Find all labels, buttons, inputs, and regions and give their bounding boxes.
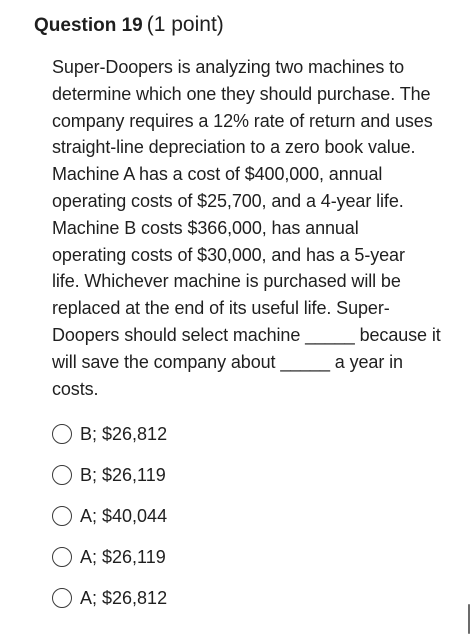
question-text	[52, 54, 452, 402]
radio-button[interactable]	[52, 424, 72, 444]
question-text-line: straight-line depreciation to a zero book value.	[52, 137, 416, 158]
question-points: (1 point)	[146, 13, 224, 36]
question-text-line: Machine A has a cost of $400,000, annual	[52, 164, 383, 185]
answer-option-label[interactable]: A; $40,044	[80, 506, 168, 526]
question-text-line: will save the company about _____ a year in	[52, 351, 403, 372]
answer-option-label[interactable]: A; $26,119	[80, 547, 166, 567]
question-number: Question 19	[34, 15, 143, 36]
radio-button[interactable]	[52, 547, 72, 567]
question-text-line: costs.	[52, 378, 99, 399]
answer-option-label[interactable]: B; $26,119	[80, 465, 166, 485]
radio-button[interactable]	[52, 506, 72, 526]
question-text-line: life. Whichever machine is purchased will be	[52, 271, 401, 292]
question-text-line: operating costs of $25,700, and a 4-year life.	[52, 190, 404, 211]
question-text-line: company requires a 12% rate of return and uses	[52, 110, 433, 131]
radio-button[interactable]	[52, 588, 72, 608]
answer-options	[52, 420, 432, 625]
question-text-line: determine which one they should purchase. The	[52, 83, 431, 104]
scrollbar-thumb[interactable]	[468, 604, 470, 634]
answer-option-1[interactable]	[52, 420, 432, 448]
question-text-line: Super-Doopers is analyzing two machines to	[52, 57, 404, 77]
question-text-line: operating costs of $30,000, and has a 5-year	[52, 244, 405, 265]
answer-option-4[interactable]	[52, 543, 432, 571]
question-header	[34, 12, 224, 39]
question-text-line: replaced at the end of its useful life. Super-	[52, 298, 390, 319]
answer-option-label[interactable]: B; $26,812	[80, 424, 168, 444]
answer-option-2[interactable]	[52, 461, 432, 489]
answer-option-label[interactable]: A; $26,812	[80, 588, 168, 608]
answer-option-5[interactable]	[52, 584, 432, 612]
radio-button[interactable]	[52, 465, 72, 485]
answer-option-3[interactable]	[52, 502, 432, 530]
question-text-line: Doopers should select machine _____ because it	[52, 324, 441, 345]
question-text-line: Machine B costs $366,000, has annual	[52, 217, 359, 238]
